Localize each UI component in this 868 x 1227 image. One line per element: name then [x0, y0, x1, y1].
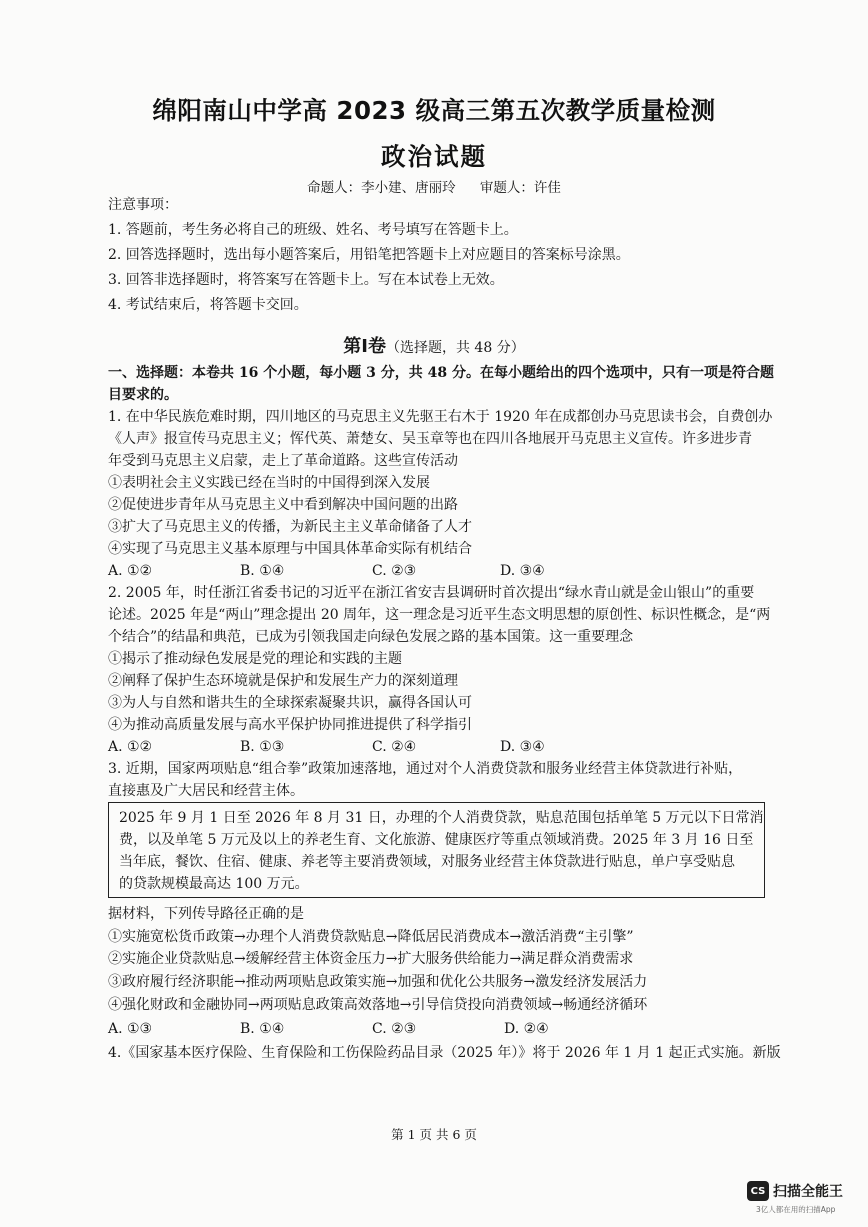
note-item: 1. 答题前，考生务必将自己的班级、姓名、考号填写在答题卡上。 — [108, 222, 518, 238]
question-3-text: 3. 近期，国家两项贴息“组合拳”政策加速落地，通过对个人消费贷款和服务业经营主体贷款进行补贴， — [108, 761, 743, 777]
material-box — [108, 802, 765, 898]
option-c: C. ②③ — [372, 563, 417, 579]
question-1-text: 1. 在中华民族危难时期，四川地区的马克思主义先驱王右木于 1920 年在成都创办马克思读书会，自费创办 — [108, 409, 773, 425]
watermark-tagline: 3亿人都在用的扫描App — [756, 1205, 836, 1214]
section-heading — [0, 332, 868, 358]
question-1-item: ④实现了马克思主义基本原理与中国具体革命实际有机结合 — [108, 541, 472, 557]
question-1-item: ①表明社会主义实践已经在当时的中国得到深入发展 — [108, 475, 430, 491]
material-text: 费，以及单笔 5 万元及以上的养老生育、文化旅游、健康医疗等重点领域消费。2025 年 3 月 16 日至 — [119, 832, 754, 848]
question-1-text: 年受到马克思主义启蒙，走上了革命道路。这些宣传活动 — [108, 453, 458, 469]
note-item: 3. 回答非选择题时，将答案写在答题卡上。写在本试卷上无效。 — [108, 272, 504, 288]
exam-title: 绵阳南山中学高 2023 级高三第五次教学质量检测 — [152, 96, 716, 125]
material-text: 的贷款规模最高达 100 万元。 — [119, 876, 309, 892]
option-a: A. ①② — [108, 563, 153, 579]
option-b: B. ①④ — [240, 563, 285, 579]
question-1-item: ③扩大了马克思主义的传播，为新民主主义革命储备了人才 — [108, 519, 472, 535]
note-item: 4. 考试结束后，将答题卡交回。 — [108, 297, 308, 313]
material-text: 当年底，餐饮、住宿、健康、养老等主要消费领域，对服务业经营主体贷款进行贴息，单户享受贴息 — [119, 854, 735, 870]
question-3-stem: 据材料，下列传导路径正确的是 — [108, 906, 304, 922]
option-c: C. ②③ — [372, 1021, 417, 1037]
question-1-text: 《人声》报宣传马克思主义；恽代英、萧楚女、吴玉章等也在四川各地展开马克思主义宣传。许多进步青 — [108, 431, 752, 447]
question-2-item: ①揭示了推动绿色发展是党的理论和实践的主题 — [108, 651, 402, 667]
notes-heading: 注意事项： — [108, 197, 178, 213]
camscanner-icon: CS — [747, 1181, 769, 1201]
question-2-item: ④为推动高质量发展与高水平保护协同推进提供了科学指引 — [108, 717, 472, 733]
question-3-item: ①实施宽松货币政策→办理个人消费贷款贴息→降低居民消费成本→激活消费“主引擎” — [108, 929, 634, 945]
section-name: 第Ⅰ卷 — [343, 336, 386, 357]
question-3-item: ②实施企业贷款贴息→缓解经营主体资金压力→扩大服务供给能力→满足群众消费需求 — [108, 951, 634, 967]
section-instruction: 目要求的。 — [108, 387, 178, 403]
question-2-item: ②阐释了保护生态环境就是保护和发展生产力的深刻道理 — [108, 673, 458, 689]
question-3-text: 直接惠及广大居民和经营主体。 — [108, 783, 304, 799]
question-1-item: ②促使进步青年从马克思主义中看到解决中国问题的出路 — [108, 497, 458, 513]
question-2-text: 论述。2025 年是“两山”理念提出 20 周年，这一理念是习近平生态文明思想的原创性、标识性概念，是“两 — [108, 607, 771, 623]
note-item: 2. 回答选择题时，选出每小题答案后，用铅笔把答题卡上对应题目的答案标号涂黑。 — [108, 247, 630, 263]
subject-title: 政治试题 — [381, 142, 487, 171]
question-4-text: 4.《国家基本医疗保险、生育保险和工伤保险药品目录（2025 年）》将于 2026 年 1 月 1 起正式实施。新版 — [108, 1045, 781, 1061]
scanner-watermark — [747, 1180, 843, 1202]
reviewer-label: 审题人：许佳 — [479, 180, 561, 196]
option-d: D. ③④ — [500, 563, 545, 579]
option-d: D. ②④ — [504, 1021, 549, 1037]
question-3-item: ③政府履行经济职能→推动两项贴息政策实施→加强和优化公共服务→激发经济发展活力 — [108, 974, 648, 990]
option-a: A. ①② — [108, 739, 153, 755]
question-2-text: 个结合”的结晶和典范，已成为引领我国走向绿色发展之路的基本国策。这一重要理念 — [108, 629, 634, 645]
section-instruction: 一、选择题：本卷共 16 个小题，每小题 3 分，共 48 分。在每小题给出的四个选项中，只有一项是符合题 — [108, 365, 774, 381]
question-3-item: ④强化财政和金融协同→两项贴息政策高效落地→引导信贷投向消费领域→畅通经济循环 — [108, 997, 648, 1013]
watermark-name: 扫描全能王 — [773, 1184, 843, 1200]
section-sub: （选择题，共 48 分） — [385, 340, 525, 356]
page-number: 第 1 页 共 6 页 — [391, 1127, 477, 1142]
option-c: C. ②④ — [372, 739, 417, 755]
question-2-item: ③为人与自然和谐共生的全球探索凝聚共识，赢得各国认可 — [108, 695, 472, 711]
setter-label: 命题人：李小建、唐丽玲 — [307, 180, 456, 196]
option-b: B. ①③ — [240, 739, 285, 755]
option-d: D. ③④ — [500, 739, 545, 755]
author-line — [0, 176, 868, 196]
question-2-text: 2. 2005 年，时任浙江省委书记的习近平在浙江省安吉县调研时首次提出“绿水青山就是金山银山”的重要 — [108, 585, 755, 601]
option-b: B. ①④ — [240, 1021, 285, 1037]
material-text: 2025 年 9 月 1 日至 2026 年 8 月 31 日，办理的个人消费贷款，贴息范围包括单笔 5 万元以下日常消 — [119, 810, 764, 826]
option-a: A. ①③ — [108, 1021, 153, 1037]
